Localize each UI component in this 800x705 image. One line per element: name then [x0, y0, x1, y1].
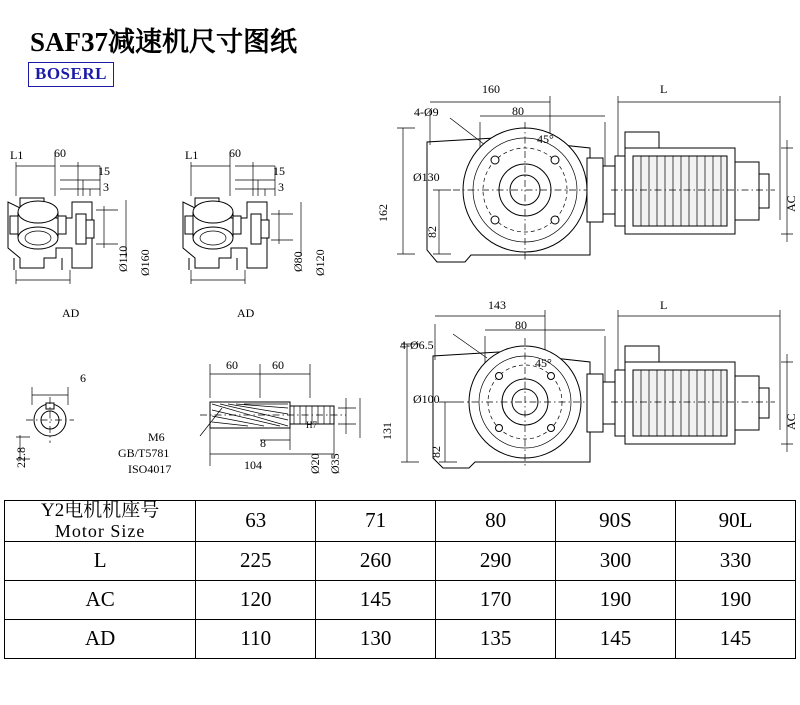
cell-AD-71: 130: [316, 619, 436, 658]
dim-104: 104: [244, 458, 262, 472]
dim-131: 131: [380, 422, 394, 440]
cell-AC-71: 145: [316, 580, 436, 619]
dim-iso4017: ISO4017: [128, 462, 172, 476]
dim-143: 143: [488, 298, 506, 312]
cell-AD-63: 110: [196, 619, 316, 658]
table-row: [5, 580, 796, 619]
table-header-cell: [5, 501, 196, 542]
dim-L1-view2: L1: [185, 148, 199, 162]
dim-4-dia9: 4-Ø9: [414, 105, 439, 119]
cell-AC-80: 170: [436, 580, 556, 619]
row-label-L: L: [5, 541, 196, 580]
dim-4-dia6-5: 4-Ø6.5: [400, 338, 434, 352]
dim-dia20: Ø20: [308, 453, 322, 474]
cell-AD-80: 135: [436, 619, 556, 658]
cell-AD-90s: 145: [556, 619, 676, 658]
dim-60-view1: 60: [54, 146, 66, 160]
table-row: [5, 619, 796, 658]
dim-15-view2: 15: [273, 164, 285, 178]
dim-L-bottom: L: [660, 298, 668, 312]
cell-AC-63: 120: [196, 580, 316, 619]
table-col-90l: 90L: [675, 501, 795, 542]
table-row: [5, 541, 796, 580]
dim-AD-view2: AD: [237, 306, 255, 320]
table-col-71: 71: [316, 501, 436, 542]
table-row: [5, 501, 796, 542]
motor-size-table: [4, 500, 796, 659]
row-label-AC: AC: [5, 580, 196, 619]
dim-dia110-view1: Ø110: [116, 245, 130, 272]
cell-AC-90l: 190: [675, 580, 795, 619]
dim-162: 162: [376, 204, 390, 222]
table-header-en: Motor Size: [54, 520, 146, 541]
row-label-AD: AD: [5, 619, 196, 658]
cell-L-71: 260: [316, 541, 436, 580]
dim-60-b-shaft: 60: [272, 358, 284, 372]
dim-3-view1: 3: [103, 180, 109, 194]
brand-logo: BOSERL: [28, 62, 114, 87]
dim-45deg-top: 45°: [537, 132, 554, 146]
dim-15-view1: 15: [98, 164, 110, 178]
dim-H7: H7: [306, 420, 317, 430]
dim-dia120-view2: Ø120: [313, 249, 327, 276]
cell-L-90l: 330: [675, 541, 795, 580]
page-title: SAF37减速机尺寸图纸: [30, 27, 298, 57]
table-col-63: 63: [196, 501, 316, 542]
dim-45deg-bottom: 45°: [535, 356, 552, 370]
dim-M6: M6: [148, 430, 165, 444]
dim-22-8: 22.8: [14, 447, 28, 468]
dim-6-shaft-end: 6: [80, 371, 86, 385]
cell-L-90s: 300: [556, 541, 676, 580]
dim-3-view2: 3: [278, 180, 284, 194]
dim-L-top: L: [660, 82, 668, 96]
cell-L-63: 225: [196, 541, 316, 580]
dim-AC-bottom: AC: [784, 413, 798, 430]
dim-dia35: Ø35: [328, 453, 342, 474]
dim-gb-t5781: GB/T5781: [118, 446, 170, 460]
dim-dia100: Ø100: [413, 392, 440, 406]
dim-60-a-shaft: 60: [226, 358, 238, 372]
view-shaft-end: [10, 375, 120, 485]
dim-L1-view1: L1: [10, 148, 24, 162]
dim-AC-top: AC: [784, 195, 798, 212]
table-header-cn: Y2电机机座号: [41, 500, 160, 521]
dim-80-bottom: 80: [515, 318, 527, 332]
cell-AC-90s: 190: [556, 580, 676, 619]
cell-AD-90l: 145: [675, 619, 795, 658]
dim-dia160-view1: Ø160: [138, 249, 152, 276]
dim-AD-view1: AD: [62, 306, 80, 320]
dim-160: 160: [482, 82, 500, 96]
dim-8-shaft: 8: [260, 436, 266, 450]
dim-dia80-view2: Ø80: [291, 251, 305, 272]
dim-80-top: 80: [512, 104, 524, 118]
table-col-90s: 90S: [556, 501, 676, 542]
dim-82-top: 82: [425, 226, 439, 238]
cell-L-80: 290: [436, 541, 556, 580]
table-col-80: 80: [436, 501, 556, 542]
dim-82-bottom: 82: [429, 446, 443, 458]
dim-dia130: Ø130: [413, 170, 440, 184]
dim-60-view2: 60: [229, 146, 241, 160]
